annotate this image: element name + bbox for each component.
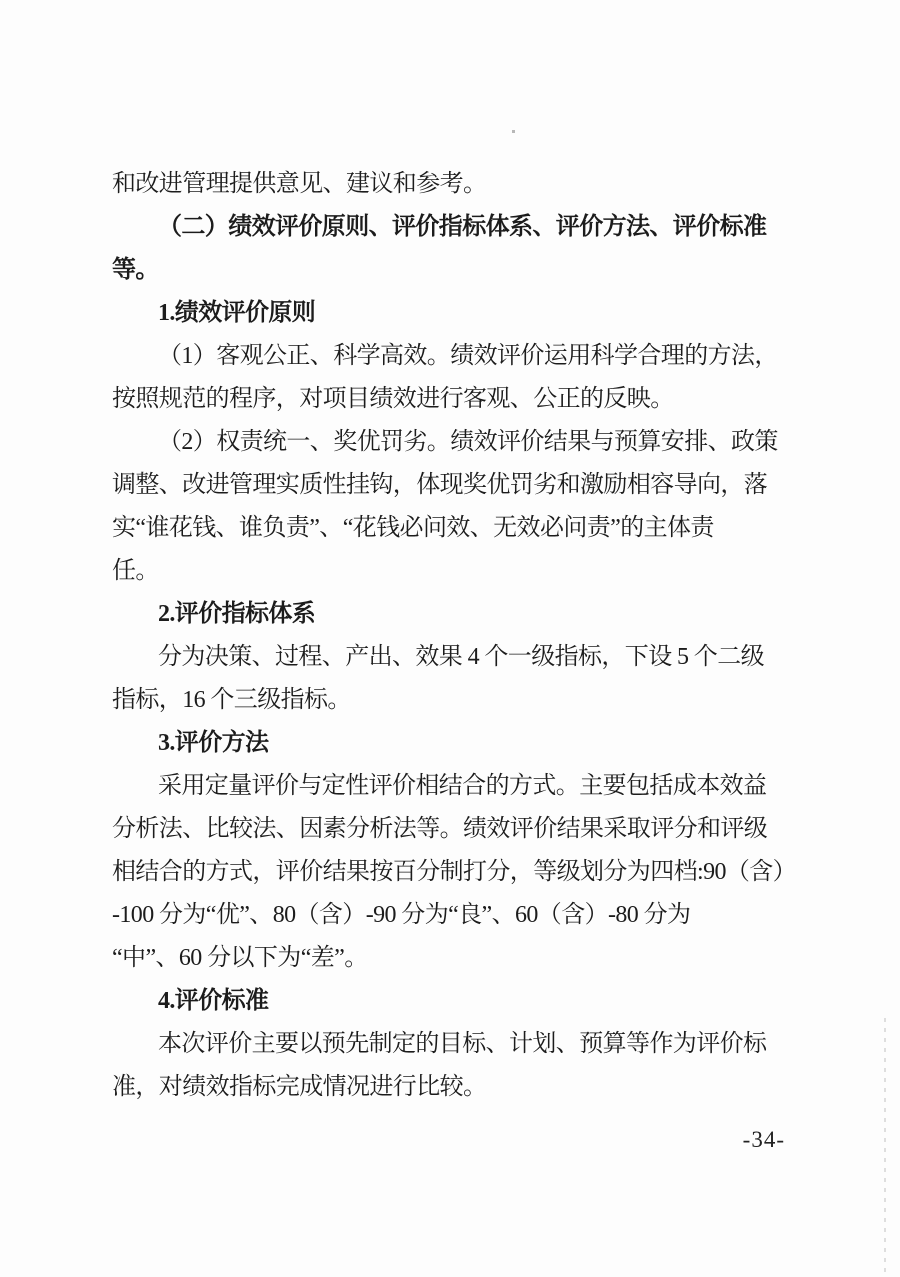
- subsection-heading-2: 2.评价指标体系: [158, 601, 316, 627]
- text-line: （1）客观公正、科学高效。绩效评价运用科学合理的方法，: [158, 343, 778, 369]
- text-line: “中”、60 分以下为“差”。: [112, 945, 368, 971]
- text-line: 按照规范的程序，对项目绩效进行客观、公正的反映。: [112, 386, 674, 412]
- text-line: 任。: [112, 558, 159, 584]
- subsection-heading-3: 3.评价方法: [158, 730, 269, 756]
- text-line: 本次评价主要以预先制定的目标、计划、预算等作为评价标: [158, 1031, 767, 1057]
- document-body: [112, 163, 797, 1109]
- text-line: 调整、改进管理实质性挂钩，体现奖优罚劣和激励相容导向，落: [112, 472, 768, 498]
- scan-artifact-line: [884, 1018, 886, 1277]
- text-line: 相结合的方式，评价结果按百分制打分，等级划分为四档:90（含）: [112, 859, 797, 885]
- section-heading-2-cont: 等。: [112, 257, 159, 283]
- text-line: 和改进管理提供意见、建议和参考。: [112, 171, 487, 197]
- text-line: （2）权责统一、奖优罚劣。绩效评价结果与预算安排、政策: [158, 429, 778, 455]
- text-line: 分为决策、过程、产出、效果 4 个一级指标，下设 5 个二级: [158, 644, 764, 670]
- section-heading-2: （二）绩效评价原则、评价指标体系、评价方法、评价标准: [158, 214, 767, 240]
- text-line: 准，对绩效指标完成情况进行比较。: [112, 1074, 487, 1100]
- text-line: 分析法、比较法、因素分析法等。绩效评价结果采取评分和评级: [112, 816, 768, 842]
- text-line: 采用定量评价与定性评价相结合的方式。主要包括成本效益: [158, 773, 767, 799]
- text-line: -100 分为“优”、80（含）-90 分为“良”、60（含）-80 分为: [112, 902, 691, 928]
- subsection-heading-1: 1.绩效评价原则: [158, 300, 316, 326]
- scan-speck-artifact: [512, 130, 515, 133]
- text-line: 指标，16 个三级指标。: [112, 687, 351, 713]
- page-number: -34-: [742, 1127, 785, 1152]
- subsection-heading-4: 4.评价标准: [158, 988, 269, 1014]
- text-line: 实“谁花钱、谁负责”、“花钱必问效、无效必问责”的主体责: [112, 515, 714, 541]
